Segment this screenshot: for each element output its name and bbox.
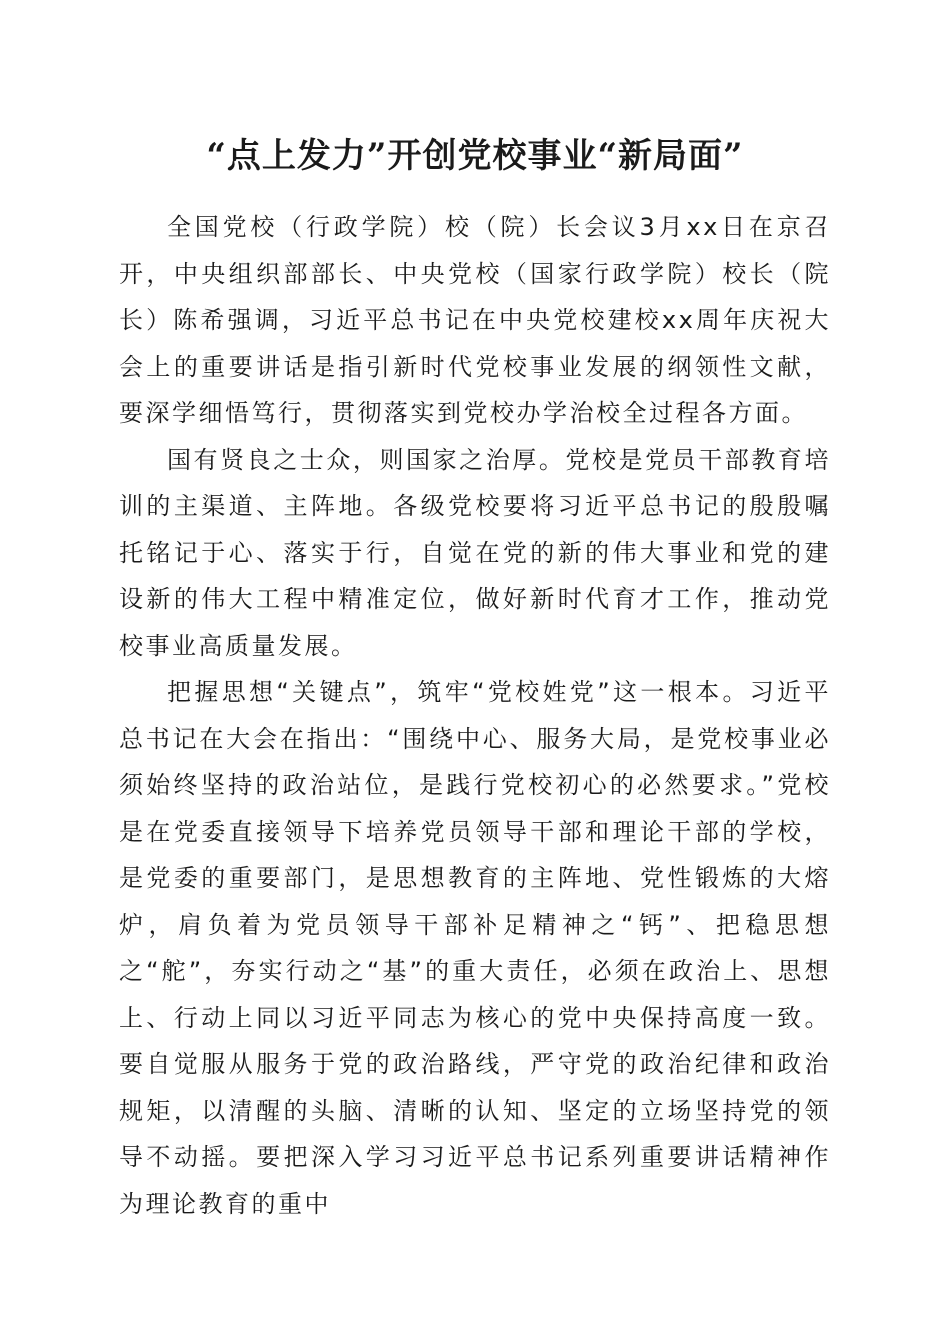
paragraph-2: 国有贤良之士众，则国家之治厚。党校是党员干部教育培训的主渠道、主阵地。各级党校要将习近平总书记的殷殷嘱托铭记于心、落实于行，自觉在党的新的伟大事业和党的建设新的伟大工程中精准定位，做好新时代育才工作，推动党校事业高质量发展。	[119, 445, 831, 660]
paragraph-3: 把握思想“关键点”，筑牢“党校姓党”这一根本。习近平总书记在大会在指出：“围绕中心、服务大局，是党校事业必须始终坚持的政治站位，是践行党校初心的必然要求。”党校是在党委直接领导下培养党员领导干部和理论干部的学校，是党委的重要部门，是思想教育的主阵地、党性锻炼的大熔炉，肩负着为党员领导干部补足精神之“钙”、把稳思想之“舵”，夯实行动之“基”的重大责任，必须在政治上、思想上、行动上同以习近平同志为核心的党中央保持高度一致。要自觉服从服务于党的政治路线，严守党的政治纪律和政治规矩，以清醒的头脑、清晰的认知、坚定的立场坚持党的领导不动摇。要把深入学习习近平总书记系列重要讲话精神作为理论教育的重中	[119, 678, 831, 1218]
document-body	[119, 204, 831, 1227]
paragraph-1: 全国党校（行政学院）校（院）长会议3月xx日在京召开，中央组织部部长、中央党校（国家行政学院）校长（院长）陈希强调，习近平总书记在中央党校建校xx周年庆祝大会上的重要讲话是指引新时代党校事业发展的纲领性文献，要深学细悟笃行，贯彻落实到党校办学治校全过程各方面。	[119, 213, 831, 427]
document-title: “点上发力”开创党校事业“新局面”	[206, 136, 744, 176]
